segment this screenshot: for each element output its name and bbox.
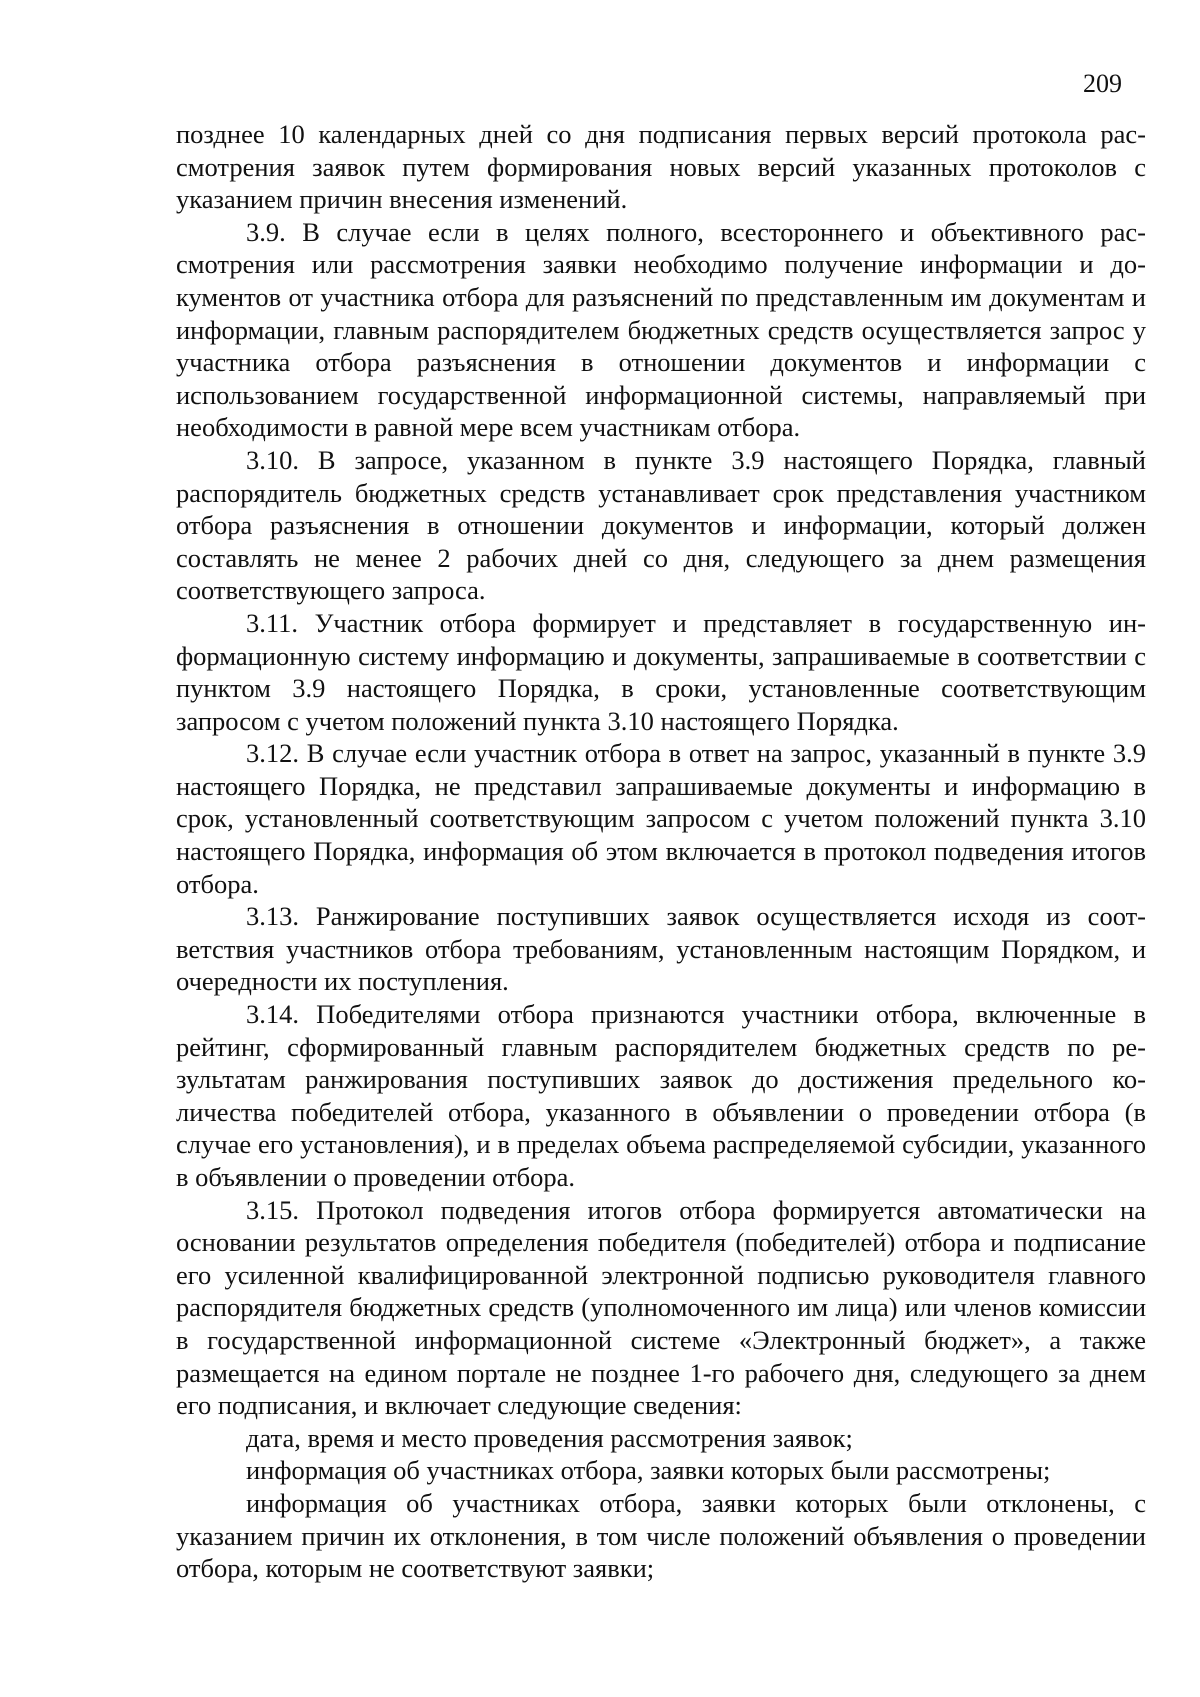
page-number: 209 <box>1083 69 1122 98</box>
paragraph-3-9: 3.9. В случае если в целях полного, всестороннего и объективного рассмотрения или рассмотрения заявки необходимо получение информации и документов от участника отбора для разъяснений по представленным им документам и информации, главным распорядителем бюджетных средств осуществляется запрос у участника отбора разъяснения в отношении документов и информации с использованием государственной информационной системы, направляемый при необходимости в равной мере всем участникам отбора. <box>176 216 1146 443</box>
paragraph-3-10: 3.10. В запросе, указанном в пункте 3.9 настоящего Порядка, главный распорядитель бюджетных средств устанавливает срок представления участником отбора разъяснения в отношении документов и информации, который должен составлять не менее 2 рабочих дней со дня, следующего за днем размещения соответствующего запроса. <box>176 444 1146 606</box>
paragraph-3-12: 3.12. В случае если участник отбора в ответ на запрос, указанный в пункте 3.9 настоящего Порядка, не представил запрашиваемые документы и информацию в срок, установленный соответствующим запросом с учетом положений пункта 3.10 настоящего Порядка, информация об этом включается в протокол подведения итогов отбора. <box>176 738 1146 899</box>
paragraph-continuation: позднее 10 календарных дней со дня подписания первых версий протокола рассмотрения заявок путем формирования новых версий указанных протоколов с указанием причин внесения изменений. <box>176 119 1146 215</box>
list-item-rejected-participants: информация об участниках отбора, заявки которых были отклонены, с указанием причин их отклонения, в том числе положений объявления о проведении отбора, которым не соответствуют заявки; <box>176 1487 1146 1584</box>
paragraph-3-15: 3.15. Протокол подведения итогов отбора формируется автоматически на основании результатов определения победителя (победителей) отбора и подписание его усиленной квалифицированной электронной подписью руководителя главного распорядителя бюджетных средств (уполномоченного им лица) или членов комиссии в государственной информационной системе «Электронный бюджет», а также размещается на едином портале не позднее 1-го рабочего дня, следующего за днем его подписания, и включает следующие сведения: <box>176 1194 1146 1421</box>
document-body <box>176 118 1146 1585</box>
list-item-date-time-place: дата, время и место проведения рассмотрения заявок; <box>246 1422 853 1453</box>
paragraph-3-11: 3.11. Участник отбора формирует и представляет в государственную информационную систему информацию и документы, запрашиваемые в соответствии с пунктом 3.9 настоящего Порядка, в сроки, установленные соответствующим запросом с учетом положений пункта 3.10 настоящего Порядка. <box>176 607 1146 736</box>
list-item-reviewed-participants: информация об участниках отбора, заявки которых были рассмотрены; <box>246 1455 1051 1486</box>
paragraph-3-13: 3.13. Ранжирование поступивших заявок осуществляется исходя из соответствия участников отбора требованиям, установленным настоящим Порядком, и очередности их поступления. <box>176 901 1146 997</box>
paragraph-3-14: 3.14. Победителями отбора признаются участники отбора, включенные в рейтинг, сформированный главным распорядителем бюджетных средств по результатам ранжирования поступивших заявок до достижения предельного количества победителей отбора, указанного в объявлении о проведении отбора (в случае его установления), и в пределах объема распределяемой субсидии, указанного в объявлении о проведении отбора. <box>176 999 1146 1192</box>
